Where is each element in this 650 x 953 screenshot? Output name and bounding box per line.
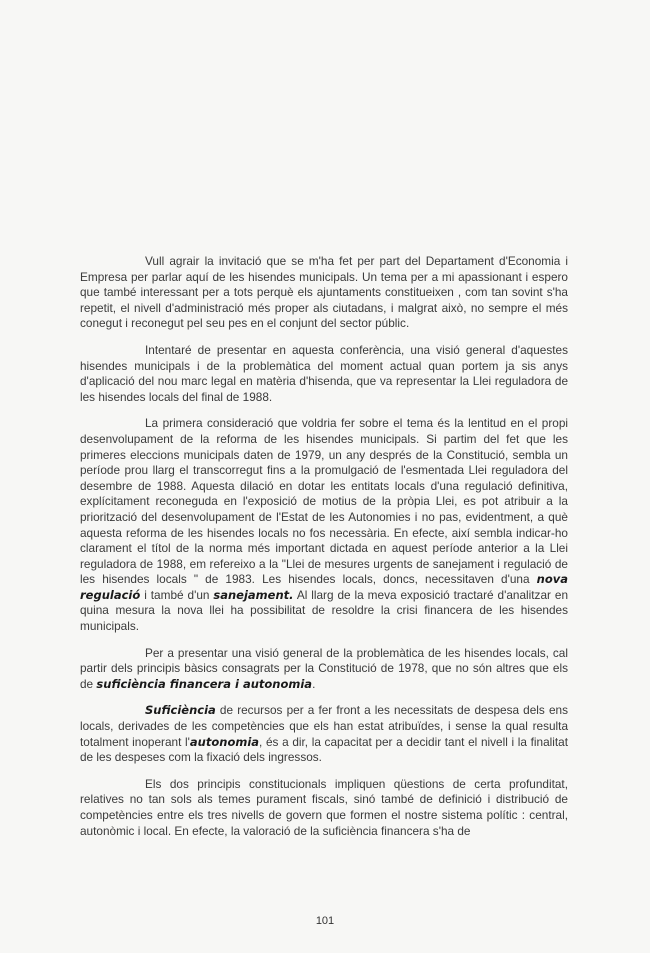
text-segment: Intentaré de presentar en aquesta conferència, una visió general d'aquestes hisendes municipals i de la problemàtica del moment actual quan portem ja sis anys d'aplicació del nou marc legal en matèria d'hisenda, que va representar la Llei reguladora de les hisendes locals del final de 1988. (80, 342, 568, 404)
body-text (80, 254, 568, 850)
text-segment: Els dos principis constitucionals impliquen qüestions de certa profunditat, relatives no tan sols als temes purament fiscals, sinó també de definició i distribució de competències entre els tres nivells de govern que formen el nostre sistema polític : central, autonòmic i local. En efecte, la valoració de la suficiència financera s'ha de (80, 776, 568, 838)
paragraph (80, 703, 568, 765)
paragraph (80, 254, 568, 332)
text-segment: de recursos per a fer front a les necessitats de despesa dels ens locals, derivades de les competències que els han estat atribuïdes, i sense la qual resulta totalment inoperant l' (80, 703, 568, 749)
text-segment: i també d'un (140, 587, 214, 602)
page-number: 101 (315, 915, 335, 927)
text-segment: Al llarg de la meva exposició tractaré d'analitzar en quina mesura la nova llei ha possibilitat de resoldre la crisi financera de les hisendes municipals. (80, 587, 569, 634)
text-segment: , és a dir, la capacitat per a decidir tant el nivell i la finalitat de les despeses com la fixació dels ingressos. (80, 734, 568, 765)
text-segment: Vull agrair la invitació que se m'ha fet per part del Departament d'Economia i Empresa per parlar aquí de les hisendes municipals. Un tema per a mi apassionant i espero que també interessant per a tots perquè els ajuntaments constitueixen , com tan sovint s'ha repetit, el nivell d'administració més proper als ciutadans, i malgrat això, no sempre el més conegut i reconegut pel seu pes en el conjunt del sector públic. (80, 254, 568, 331)
text-segment: Per a presentar una visió general de la problemàtica de les hisendes locals, cal partir dels principis bàsics consagrats per la Constitució de 1978, que no són altres que els de (80, 645, 568, 691)
text-segment: . (312, 676, 316, 691)
emphasized-text: sanejament. (213, 587, 294, 602)
paragraph (80, 646, 568, 693)
emphasized-text: suficiència financera i autonomia (96, 676, 313, 691)
emphasized-text: Suficiència (145, 703, 216, 718)
paragraph (80, 777, 568, 839)
emphasized-text: autonomia (189, 734, 260, 749)
paragraph (80, 416, 568, 634)
paragraph (80, 343, 568, 405)
emphasized-text: nova regulació (80, 572, 568, 602)
text-segment: La primera consideració que voldria fer sobre el tema és la lentitud en el propi desenvolupament de la reforma de les hisendes municipals. Si partim del fet que les primeres eleccions municipals daten de 1979, un any després de la Constitució, sembla un període prou llarg el transcorregut fins a la promulgació de l'esmentada Llei reguladora del desembre de 1988. Aquesta dilació en dotar les entitats locals d'una regulació definitiva, explícitament reconeguda en l'exposició de motius de la pròpia Llei, es pot atribuir a la priorització del desenvolupament de l'Estat de les Autonomies i no pas, evidentment, a què aquesta reforma de les hisendes locals no fos necessària. En efecte, així sembla indicar-ho clarament el títol de la norma més important dictada en aquest període anterior a la Llei reguladora de 1988, em refereixo a la "Llei de mesures urgents de sanejament i regulació de les hisendes locals " de 1983. Les hisendes locals, doncs, necessitaven d'una (80, 416, 568, 587)
